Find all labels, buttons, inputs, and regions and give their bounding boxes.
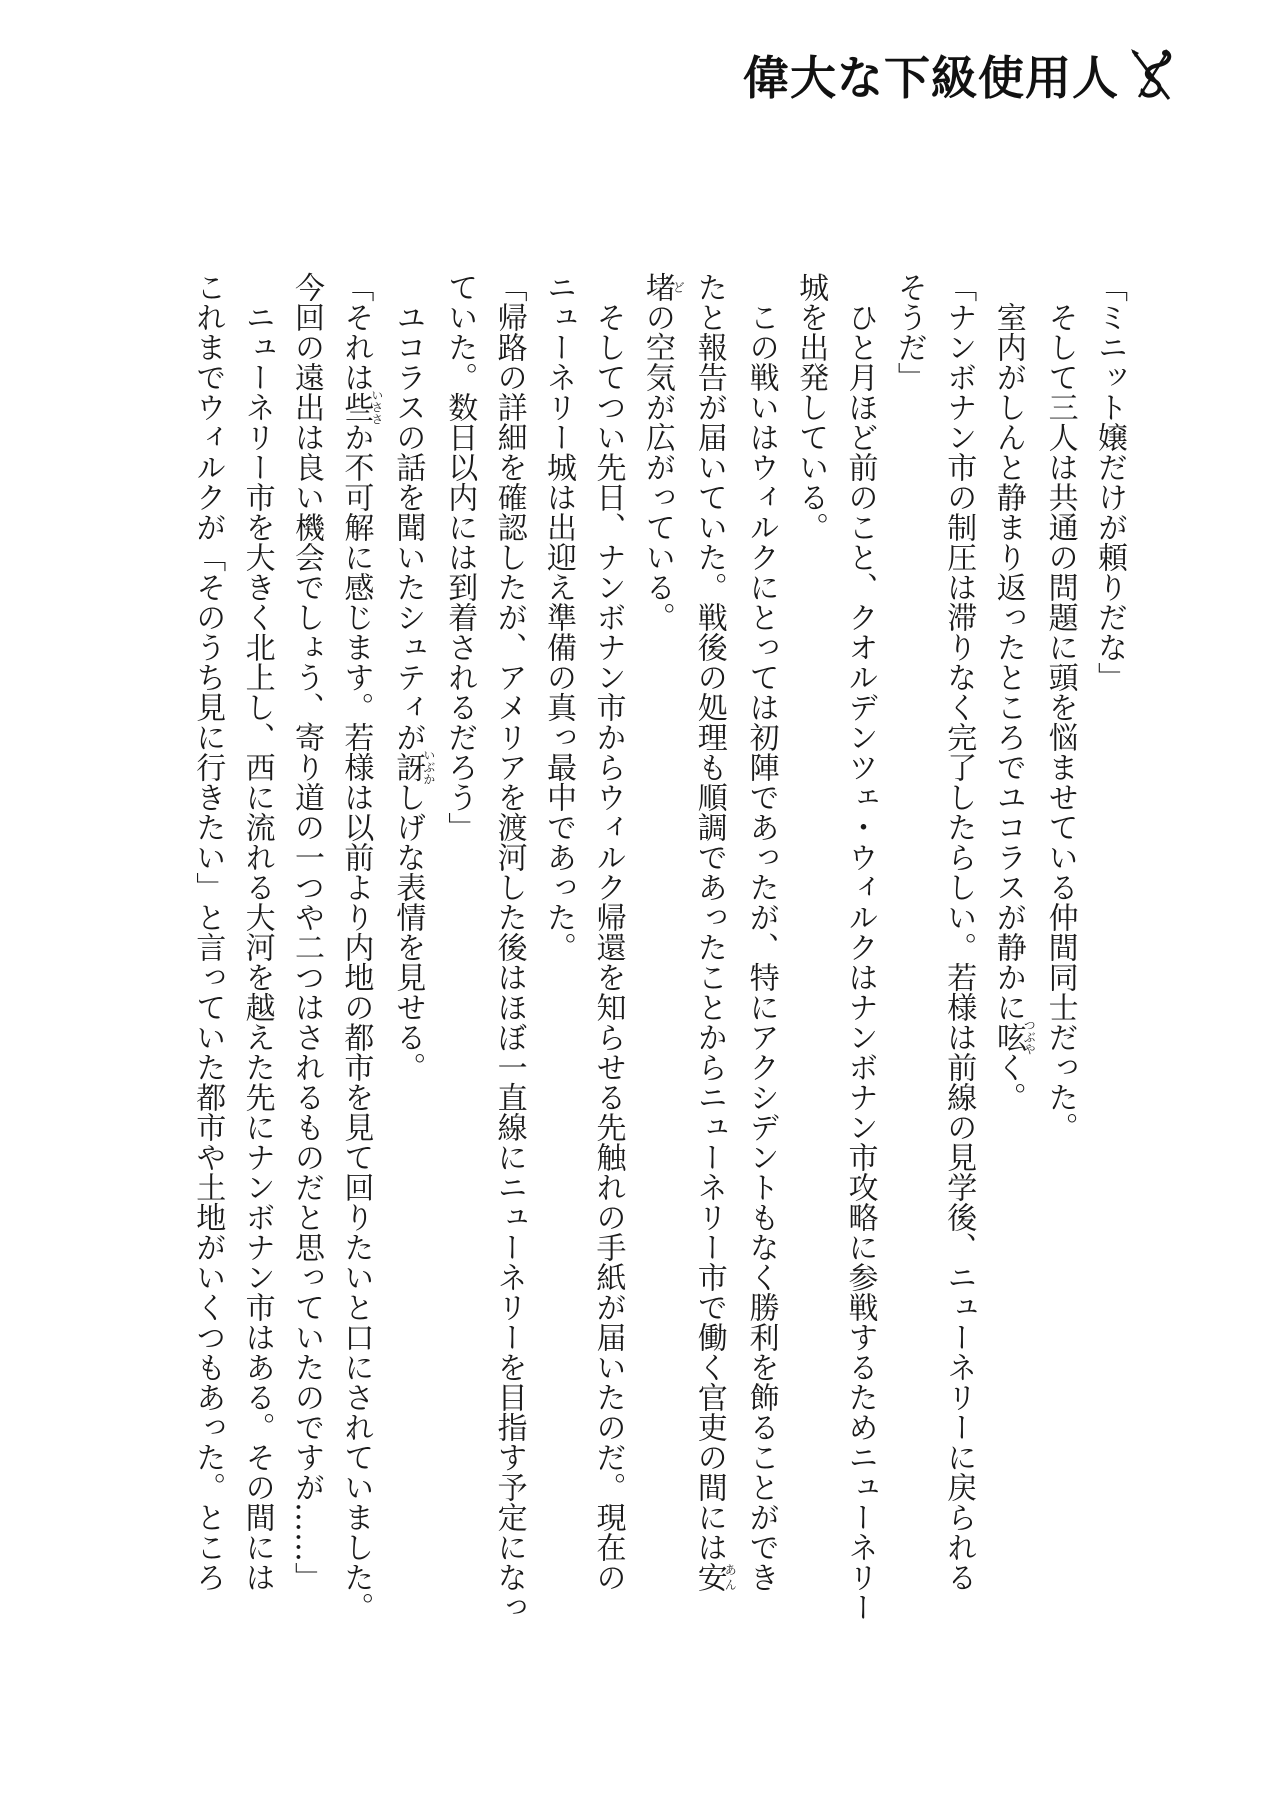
running-header [743,42,1175,108]
text-column [583,272,632,1622]
text-segment: 「帰路の詳細を確認したが、アメリアを渡河した後はほぼ一直線にニューネリーを目指す予定になっ [491,272,527,1622]
text-column [835,272,884,1622]
ruby-base: 呟 [990,1019,1026,1055]
text-segment: ユコラスの話を聞いたシュティが [390,272,426,752]
text-segment: 「ミニット嬢だけが頼りだな」 [1092,272,1127,692]
text-segment: 城を出発している。 [793,272,829,542]
text-segment: これまでウィルクが「そのうち見に行きたい」と言っていた都市や土地がいくつもあった。ところ [190,272,226,1592]
ruby-annotated-kanji [990,1019,1037,1055]
text-column [983,272,1035,1622]
text-column [1035,272,1084,1622]
text-segment: の空気が広がっている。 [639,302,675,632]
text-segment: 室内がしんと静まり返ったところでユコラスが静かに [990,272,1026,1022]
ruby-base: 些 [338,389,374,425]
text-column [1085,272,1134,1622]
text-segment: ニューネリー市を大きく北上し、西に流れる大河を越えた先にナンボナン市はある。その間には [239,272,275,1592]
text-segment: 「ナンボナン市の制圧は滞りなく完了したらしい。若様は前線の見学後、ニューネリーに戻られる [941,272,977,1592]
text-segment: ていた。数日以内には到着されるだろう」 [442,272,478,842]
text-segment: そしてつい先日、ナンボナン市からウィルク帰還を知らせる先触れの手紙が届いたのだ。現在の [590,272,626,1592]
ruby-base: 堵 [639,272,675,302]
text-segment: そうだ」 [891,272,927,392]
text-segment: く。 [990,1052,1026,1112]
text-column [884,272,933,1622]
ruby-reading: つぶや [1022,1019,1037,1055]
ruby-base: 訝 [390,749,426,785]
ruby-reading: あん [723,1562,738,1592]
text-column [934,272,983,1622]
text-column [383,272,435,1622]
text-segment: ニューネリー城は出迎え準備の真っ最中であった。 [541,272,577,962]
text-column [736,272,785,1622]
text-segment: そして三人は共通の問題に頭を悩ませている仲間同士だった。 [1042,272,1078,1142]
ruby-reading: ど [671,272,686,302]
text-column [331,272,383,1622]
text-segment: この戦いはウィルクにとっては初陣であったが、特にアクシデントもなく勝利を飾ることができ [743,272,779,1592]
ruby-base: 安 [691,1562,727,1592]
vertical-body-text [183,272,1134,1622]
text-segment: 「それは [338,272,374,392]
book-title: 偉大な下級使用人 [743,51,1119,105]
text-column [786,272,835,1622]
ruby-reading: いささ [369,389,384,425]
text-segment: か不可解に感じます。若様は以前より内地の都市を見て回りたいと口にされていました。 [338,422,374,1622]
ruby-annotated-kanji [691,1562,738,1592]
text-column [484,272,533,1622]
text-column [183,272,232,1622]
text-column [435,272,484,1622]
crossed-spear-serpent-emblem-icon [1129,47,1175,103]
text-segment: ひと月ほど前のこと、クオルデンツェ・ウィルクはナンボナン市攻略に参戦するためニューネリー [842,272,878,1622]
text-segment: しげな表情を見せる。 [390,782,426,1082]
text-column [282,272,331,1622]
text-column [232,272,281,1622]
text-column [632,272,684,1622]
ruby-reading: いぶか [421,749,436,785]
text-segment: 今回の遠出は良い機会でしょう、寄り道の一つや二つはされるものだと思っていたのですが……」 [289,272,324,1592]
text-column [534,272,583,1622]
text-segment: たと報告が届いていた。戦後の処理も順調であったことからニューネリー市で働く官吏の間には [691,272,727,1562]
text-column [684,272,736,1622]
ruby-annotated-kanji [639,272,686,302]
ruby-annotated-kanji [338,389,384,425]
ruby-annotated-kanji [390,749,436,785]
